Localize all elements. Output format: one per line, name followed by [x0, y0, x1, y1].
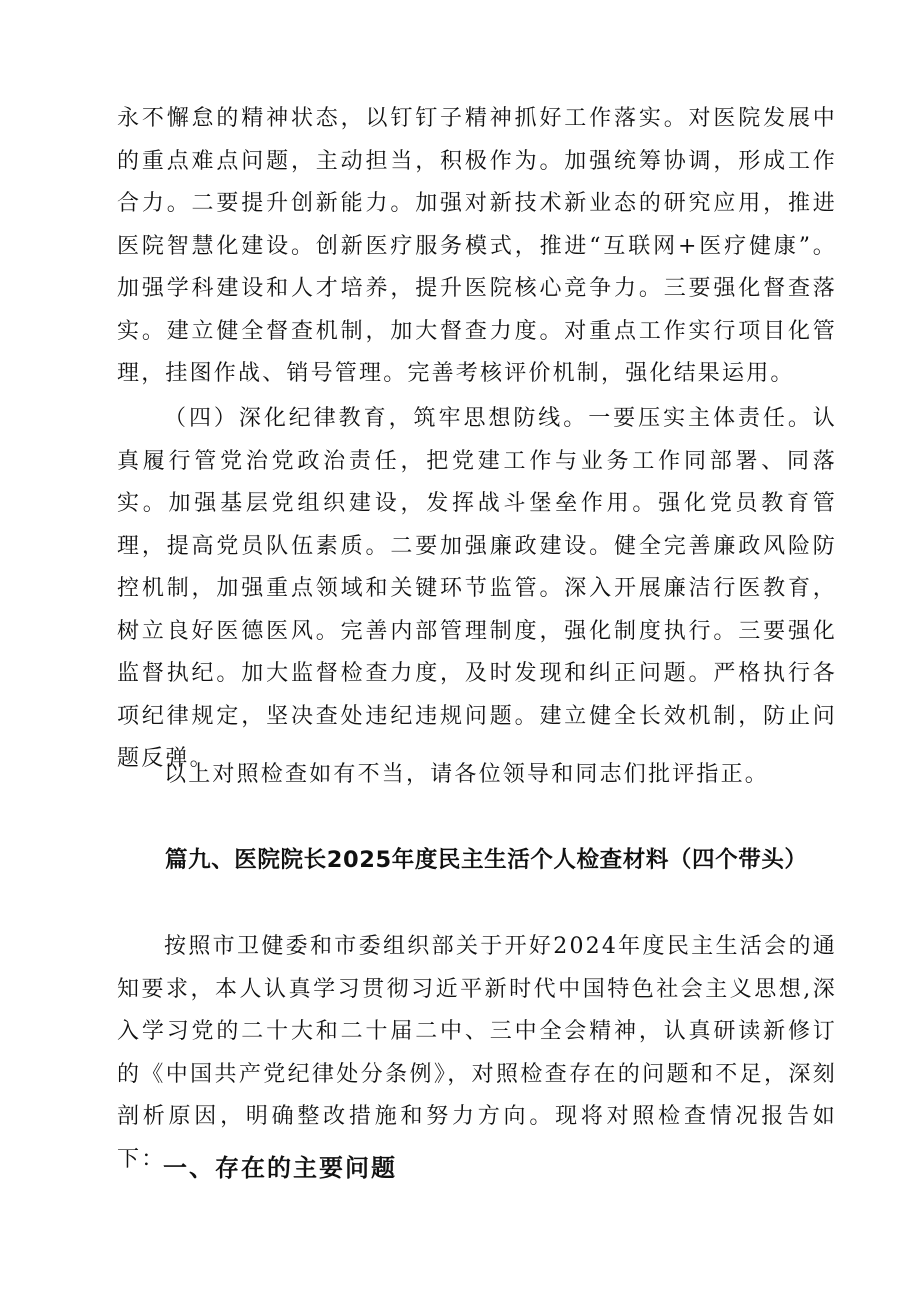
section-heading: 一、存在的主要问题 [163, 1154, 397, 1182]
article-title: 篇九、医院院长2025年度民主生活个人检查材料（四个带头） [165, 847, 808, 873]
body-paragraph-work-implementation: 永不懈怠的精神状态，以钉钉子精神抓好工作落实。对医院发展中的重点难点问题，主动担当，积极作为。加强统筹协调，形成工作合力。二要提升创新能力。加强对新技术新业态的研究应用，推进医院智慧化建设。创新医疗服务模式，推进“互联网+医疗健康”。加强学科建设和人才培养，提升医院核心竞争力。三要强化督查落实。建立健全督查机制，加大督查力度。对重点工作实行项目化管理，挂图作战、销号管理。完善考核评价机制，强化结果运用。 [117, 106, 837, 386]
closing-sentence: 以上对照检查如有不当，请各位领导和同志们批评指正。 [164, 762, 770, 787]
body-paragraph-discipline-education: （四）深化纪律教育，筑牢思想防线。一要压实主体责任。认真履行管党治党政治责任，把党建工作与业务工作同部署、同落实。加强基层党组织建设，发挥战斗堡垒作用。强化党员教育管理，提高党员队伍素质。二要加强廉政建设。健全完善廉政风险防控机制，加强重点领域和关键环节监管。深入开展廉洁行医教育，树立良好医德医风。完善内部管理制度，强化制度执行。三要强化监督执纪。加大监督检查力度，及时发现和纠正问题。严格执行各项纪律规定，坚决查处违纪违规问题。建立健全长效机制，防止问题反弹。 [117, 406, 837, 771]
intro-paragraph: 按照市卫健委和市委组织部关于开好2024年度民主生活会的通知要求，本人认真学习贯彻习近平新时代中国特色社会主义思想,深入学习党的二十大和二十届二中、三中全会精神，认真研读新修订的《中国共产党纪律处分条例》，对照检查存在的问题和不足，深刻剖析原因，明确整改措施和努力方向。现将对照检查情况报告如下： [117, 934, 837, 1172]
